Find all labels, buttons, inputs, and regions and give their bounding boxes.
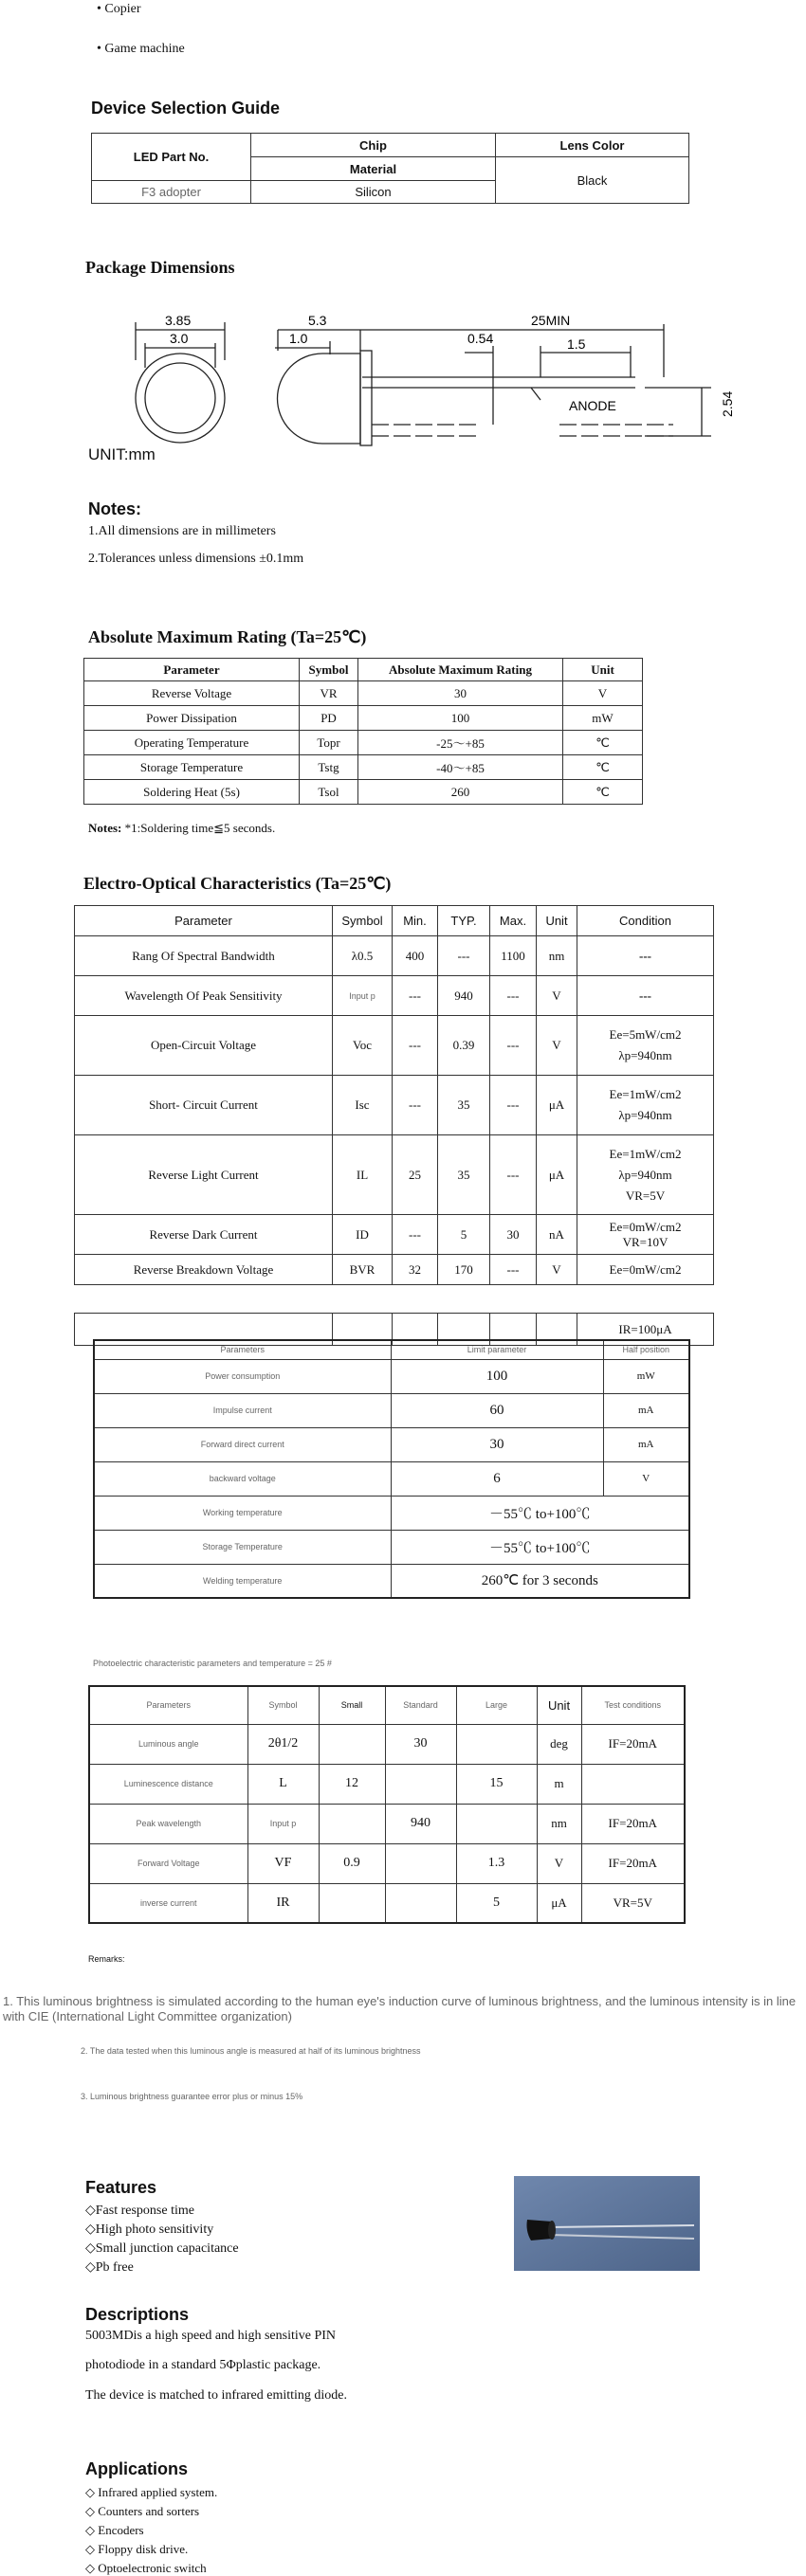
table-cell (319, 1883, 385, 1923)
list-item: ◇ Floppy disk drive. (85, 2542, 189, 2556)
selection-lens-value: Black (496, 157, 689, 204)
table-cell: V (537, 1843, 581, 1883)
list-item: ◇ Optoelectronic switch (85, 2561, 207, 2575)
list-item: ◇High photo sensitivity (85, 2222, 214, 2237)
table-row (89, 1883, 685, 1923)
table-row (75, 936, 714, 976)
eo-header: Parameter (75, 906, 333, 936)
table-cell: backward voltage (94, 1461, 391, 1496)
table-row (94, 1393, 689, 1427)
table-row (94, 1461, 689, 1496)
table-cell: inverse current (89, 1883, 247, 1923)
table-cell: μA (537, 1076, 577, 1135)
table-cell: ID (333, 1215, 393, 1255)
condition-line: λp=940nm (618, 1048, 672, 1062)
table-row (75, 1016, 714, 1076)
table-row (94, 1530, 689, 1564)
table-cell: μA (537, 1135, 577, 1215)
list-item-game-machine: • Game machine (97, 42, 185, 56)
table-cell: Tsol (300, 780, 358, 805)
table-cell: PD (300, 706, 358, 731)
table-row (89, 1724, 685, 1764)
photo-title: Photoelectric characteristic parameters and temperature = 25 # (93, 1659, 332, 1668)
descriptions-title: Descriptions (85, 2305, 190, 2324)
table-cell: IR=100μA (577, 1314, 714, 1346)
limit-header-param: Parameters (94, 1340, 391, 1359)
table-cell (577, 1135, 714, 1215)
table-cell: 100 (391, 1359, 603, 1393)
table-cell: IL (333, 1135, 393, 1215)
condition-line: Ee=1mW/cm2 (609, 1087, 682, 1101)
table-cell: Impulse current (94, 1393, 391, 1427)
eo-header: TYP. (438, 906, 490, 936)
table-cell: Ee=0mW/cm2 (577, 1255, 714, 1285)
table-cell: Isc (333, 1076, 393, 1135)
table-cell: BVR (333, 1255, 393, 1285)
table-cell: 0.39 (438, 1016, 490, 1076)
table-cell: 30 (490, 1215, 537, 1255)
table-cell: 5 (438, 1215, 490, 1255)
table-cell (456, 1724, 537, 1764)
table-cell: Tstg (300, 755, 358, 780)
table-cell: 6 (391, 1461, 603, 1496)
table-row (89, 1804, 685, 1843)
table-cell: nm (537, 1804, 581, 1843)
table-row (84, 780, 643, 805)
eo-header: Max. (490, 906, 537, 936)
table-cell: 940 (385, 1804, 456, 1843)
table-cell: Wavelength Of Peak Sensitivity (75, 976, 333, 1016)
table-cell: 32 (393, 1255, 438, 1285)
table-cell: 260℃ for 3 seconds (391, 1564, 689, 1598)
dim-3-85: 3.85 (165, 313, 192, 328)
eo-table (74, 905, 714, 1285)
table-cell: 170 (438, 1255, 490, 1285)
table-cell: －55℃ to+100℃ (391, 1496, 689, 1530)
package-dimension-drawing (85, 294, 749, 474)
photo-header: Parameters (89, 1686, 247, 1724)
photo-header: Symbol (247, 1686, 319, 1724)
table-cell: V (537, 976, 577, 1016)
photo-header: Large (456, 1686, 537, 1724)
list-item: ◇Small junction capacitance (85, 2241, 239, 2256)
table-cell (577, 1076, 714, 1135)
table-cell: IF=20mA (581, 1804, 685, 1843)
dim-1-0: 1.0 (289, 331, 308, 346)
remark-3: 3. Luminous brightness guarantee error plus or minus 15% (81, 2092, 303, 2101)
table-cell (385, 1843, 456, 1883)
table-cell: 30 (391, 1427, 603, 1461)
table-cell (385, 1883, 456, 1923)
dim-3-0: 3.0 (170, 331, 189, 346)
table-cell: Peak wavelength (89, 1804, 247, 1843)
eo-header: Min. (393, 906, 438, 936)
table-cell: Reverse Breakdown Voltage (75, 1255, 333, 1285)
table-cell: mA (603, 1427, 689, 1461)
limit-table (93, 1339, 690, 1599)
table-cell: --- (393, 976, 438, 1016)
table-cell: ℃ (563, 731, 643, 755)
table-row (89, 1843, 685, 1883)
table-cell: Forward Voltage (89, 1843, 247, 1883)
table-cell: --- (393, 1076, 438, 1135)
table-cell: VR (300, 681, 358, 706)
table-cell: Input p (247, 1804, 319, 1843)
table-cell: Welding temperature (94, 1564, 391, 1598)
table-row (94, 1496, 689, 1530)
table-cell: IF=20mA (581, 1724, 685, 1764)
description-line-2: photodiode in a standard 5Φplastic package. (85, 2358, 321, 2372)
photo-header: Standard (385, 1686, 456, 1724)
applications-list (85, 2483, 217, 2576)
unit-label: UNIT:mm (88, 445, 156, 463)
notes-line-2: 2.Tolerances unless dimensions ±0.1mm (88, 552, 304, 566)
table-cell: 260 (358, 780, 563, 805)
table-cell: Storage Temperature (84, 755, 300, 780)
table-cell: μA (537, 1883, 581, 1923)
selection-header-chip: Chip (251, 134, 496, 157)
dim-0-54: 0.54 (467, 331, 494, 346)
condition-line: λp=940nm (618, 1108, 672, 1122)
table-cell: －55℃ to+100℃ (391, 1530, 689, 1564)
table-cell: --- (490, 1135, 537, 1215)
photo-header: Test conditions (581, 1686, 685, 1724)
table-cell: -25～+85 (358, 731, 563, 755)
list-item: ◇ Infrared applied system. (85, 2485, 218, 2499)
table-cell: IR (247, 1883, 319, 1923)
table-cell: --- (393, 1215, 438, 1255)
table-cell: 5 (456, 1883, 537, 1923)
list-item-copier: • Copier (97, 2, 141, 16)
table-cell: 940 (438, 976, 490, 1016)
table-cell: nm (537, 936, 577, 976)
table-cell: IF=20mA (581, 1843, 685, 1883)
table-cell: V (563, 681, 643, 706)
eo-title: Electro-Optical Characteristics (Ta=25℃) (83, 874, 392, 893)
condition-line: VR=5V (625, 1188, 666, 1203)
table-row (94, 1359, 689, 1393)
table-cell: Luminous angle (89, 1724, 247, 1764)
table-cell: --- (490, 1076, 537, 1135)
dim-25-min: 25MIN (531, 313, 571, 328)
table-cell: deg (537, 1724, 581, 1764)
abs-max-table (83, 658, 643, 805)
table-cell: --- (577, 976, 714, 1016)
abs-max-note-label: Notes: (88, 821, 122, 835)
table-cell: Operating Temperature (84, 731, 300, 755)
table-row (84, 681, 643, 706)
limit-header-unit: Half position (603, 1340, 689, 1359)
description-line-1: 5003MDis a high speed and high sensitive PIN (85, 2329, 337, 2343)
table-row (94, 1427, 689, 1461)
table-cell: --- (393, 1016, 438, 1076)
abs-max-title: Absolute Maximum Rating (Ta=25℃) (88, 627, 367, 646)
condition-line: VR=10V (622, 1234, 669, 1249)
table-cell: ℃ (563, 755, 643, 780)
dim-5-3: 5.3 (308, 313, 327, 328)
table-cell: ℃ (563, 780, 643, 805)
table-cell: 35 (438, 1135, 490, 1215)
table-cell: 100 (358, 706, 563, 731)
table-row (84, 706, 643, 731)
table-cell (577, 1215, 714, 1255)
photodiode-product-photo (514, 2176, 700, 2271)
table-cell: Working temperature (94, 1496, 391, 1530)
photo-table (88, 1685, 686, 1924)
table-cell: Voc (333, 1016, 393, 1076)
list-item: ◇Pb free (85, 2260, 134, 2275)
table-cell: V (537, 1255, 577, 1285)
table-cell (577, 1016, 714, 1076)
table-cell: 1100 (490, 936, 537, 976)
condition-line: Ee=0mW/cm2 (609, 1219, 682, 1234)
table-cell: 1.3 (456, 1843, 537, 1883)
dim-2-54: 2.54 (720, 390, 735, 417)
table-cell: 30 (358, 681, 563, 706)
table-cell: Short- Circuit Current (75, 1076, 333, 1135)
selection-header-part: LED Part No. (92, 134, 251, 181)
table-cell: Open-Circuit Voltage (75, 1016, 333, 1076)
abs-max-header: Parameter (84, 659, 300, 681)
table-cell: 60 (391, 1393, 603, 1427)
table-cell: λ0.5 (333, 936, 393, 976)
condition-line: λp=940nm (618, 1167, 672, 1182)
table-cell: V (603, 1461, 689, 1496)
selection-header-lens: Lens Color (496, 134, 689, 157)
table-cell: Input p (333, 976, 393, 1016)
features-list (85, 2202, 239, 2277)
features-title: Features (85, 2178, 157, 2197)
table-cell: 2θ1/2 (247, 1724, 319, 1764)
photo-header: Unit (537, 1686, 581, 1724)
table-cell (456, 1804, 537, 1843)
table-cell: V (537, 1016, 577, 1076)
table-cell: VR=5V (581, 1883, 685, 1923)
table-cell: L (247, 1764, 319, 1804)
table-row (89, 1764, 685, 1804)
table-cell: --- (577, 936, 714, 976)
table-cell: 30 (385, 1724, 456, 1764)
table-cell: Power Dissipation (84, 706, 300, 731)
table-cell: mW (603, 1359, 689, 1393)
abs-max-header: Unit (563, 659, 643, 681)
condition-line: Ee=5mW/cm2 (609, 1027, 682, 1042)
table-cell: Luminescence distance (89, 1764, 247, 1804)
table-cell (385, 1764, 456, 1804)
selection-table (91, 133, 689, 204)
table-row (75, 1135, 714, 1215)
photo-header: Small (319, 1686, 385, 1724)
table-cell: Reverse Voltage (84, 681, 300, 706)
table-row (94, 1564, 689, 1598)
anode-label: ANODE (569, 398, 616, 413)
selection-header-material: Material (251, 157, 496, 181)
table-cell: VF (247, 1843, 319, 1883)
eo-header: Condition (577, 906, 714, 936)
list-item: ◇Fast response time (85, 2204, 194, 2218)
notes-title: Notes: (88, 499, 142, 518)
applications-title: Applications (85, 2459, 189, 2478)
table-cell (319, 1804, 385, 1843)
description-line-3: The device is matched to infrared emitting diode. (85, 2388, 348, 2403)
table-cell: Reverse Dark Current (75, 1215, 333, 1255)
table-cell: --- (490, 976, 537, 1016)
table-row (84, 731, 643, 755)
table-cell: Topr (300, 731, 358, 755)
table-cell: 15 (456, 1764, 537, 1804)
abs-max-note-text: *1:Soldering time≦5 seconds. (121, 821, 276, 835)
table-row (75, 1255, 714, 1285)
abs-max-header: Absolute Maximum Rating (358, 659, 563, 681)
remark-2: 2. The data tested when this luminous angle is measured at half of its luminous brightness (81, 2046, 421, 2056)
selection-material-value: Silicon (251, 181, 496, 204)
table-cell: --- (490, 1016, 537, 1076)
abs-max-note (88, 821, 275, 836)
table-cell: Soldering Heat (5s) (84, 780, 300, 805)
table-cell: nA (537, 1215, 577, 1255)
table-cell (319, 1724, 385, 1764)
table-cell: 0.9 (319, 1843, 385, 1883)
table-cell: 12 (319, 1764, 385, 1804)
selection-part-value: F3 adopter (92, 181, 251, 204)
table-cell: m (537, 1764, 581, 1804)
condition-line: Ee=1mW/cm2 (609, 1146, 682, 1161)
table-cell: 35 (438, 1076, 490, 1135)
table-cell: --- (438, 936, 490, 976)
table-cell (581, 1764, 685, 1804)
remarks-label: Remarks: (88, 1954, 125, 1964)
table-row (84, 755, 643, 780)
table-cell: mW (563, 706, 643, 731)
table-row (75, 1076, 714, 1135)
list-item: ◇ Encoders (85, 2523, 144, 2537)
table-cell: mA (603, 1393, 689, 1427)
table-cell: Reverse Light Current (75, 1135, 333, 1215)
table-cell: Storage Temperature (94, 1530, 391, 1564)
table-cell: 25 (393, 1135, 438, 1215)
eo-header: Unit (537, 906, 577, 936)
table-row (75, 1215, 714, 1255)
notes-line-1: 1.All dimensions are in millimeters (88, 524, 276, 538)
list-item: ◇ Counters and sorters (85, 2504, 200, 2518)
dim-1-5: 1.5 (567, 336, 586, 352)
table-cell: 400 (393, 936, 438, 976)
table-cell: --- (490, 1255, 537, 1285)
table-cell: -40～+85 (358, 755, 563, 780)
selection-title: Device Selection Guide (91, 99, 281, 118)
table-cell: Rang Of Spectral Bandwidth (75, 936, 333, 976)
abs-max-header: Symbol (300, 659, 358, 681)
package-title: Package Dimensions (85, 258, 235, 277)
eo-header: Symbol (333, 906, 393, 936)
limit-header-limit: Limit parameter (391, 1340, 603, 1359)
table-row (75, 976, 714, 1016)
table-cell: Forward direct current (94, 1427, 391, 1461)
remark-1: 1. This luminous brightness is simulated according to the human eye's induction curve of luminous brightness, and the luminous intensity is in line with CIE (International Light Committee organization) (3, 1994, 797, 2023)
table-cell: Power consumption (94, 1359, 391, 1393)
